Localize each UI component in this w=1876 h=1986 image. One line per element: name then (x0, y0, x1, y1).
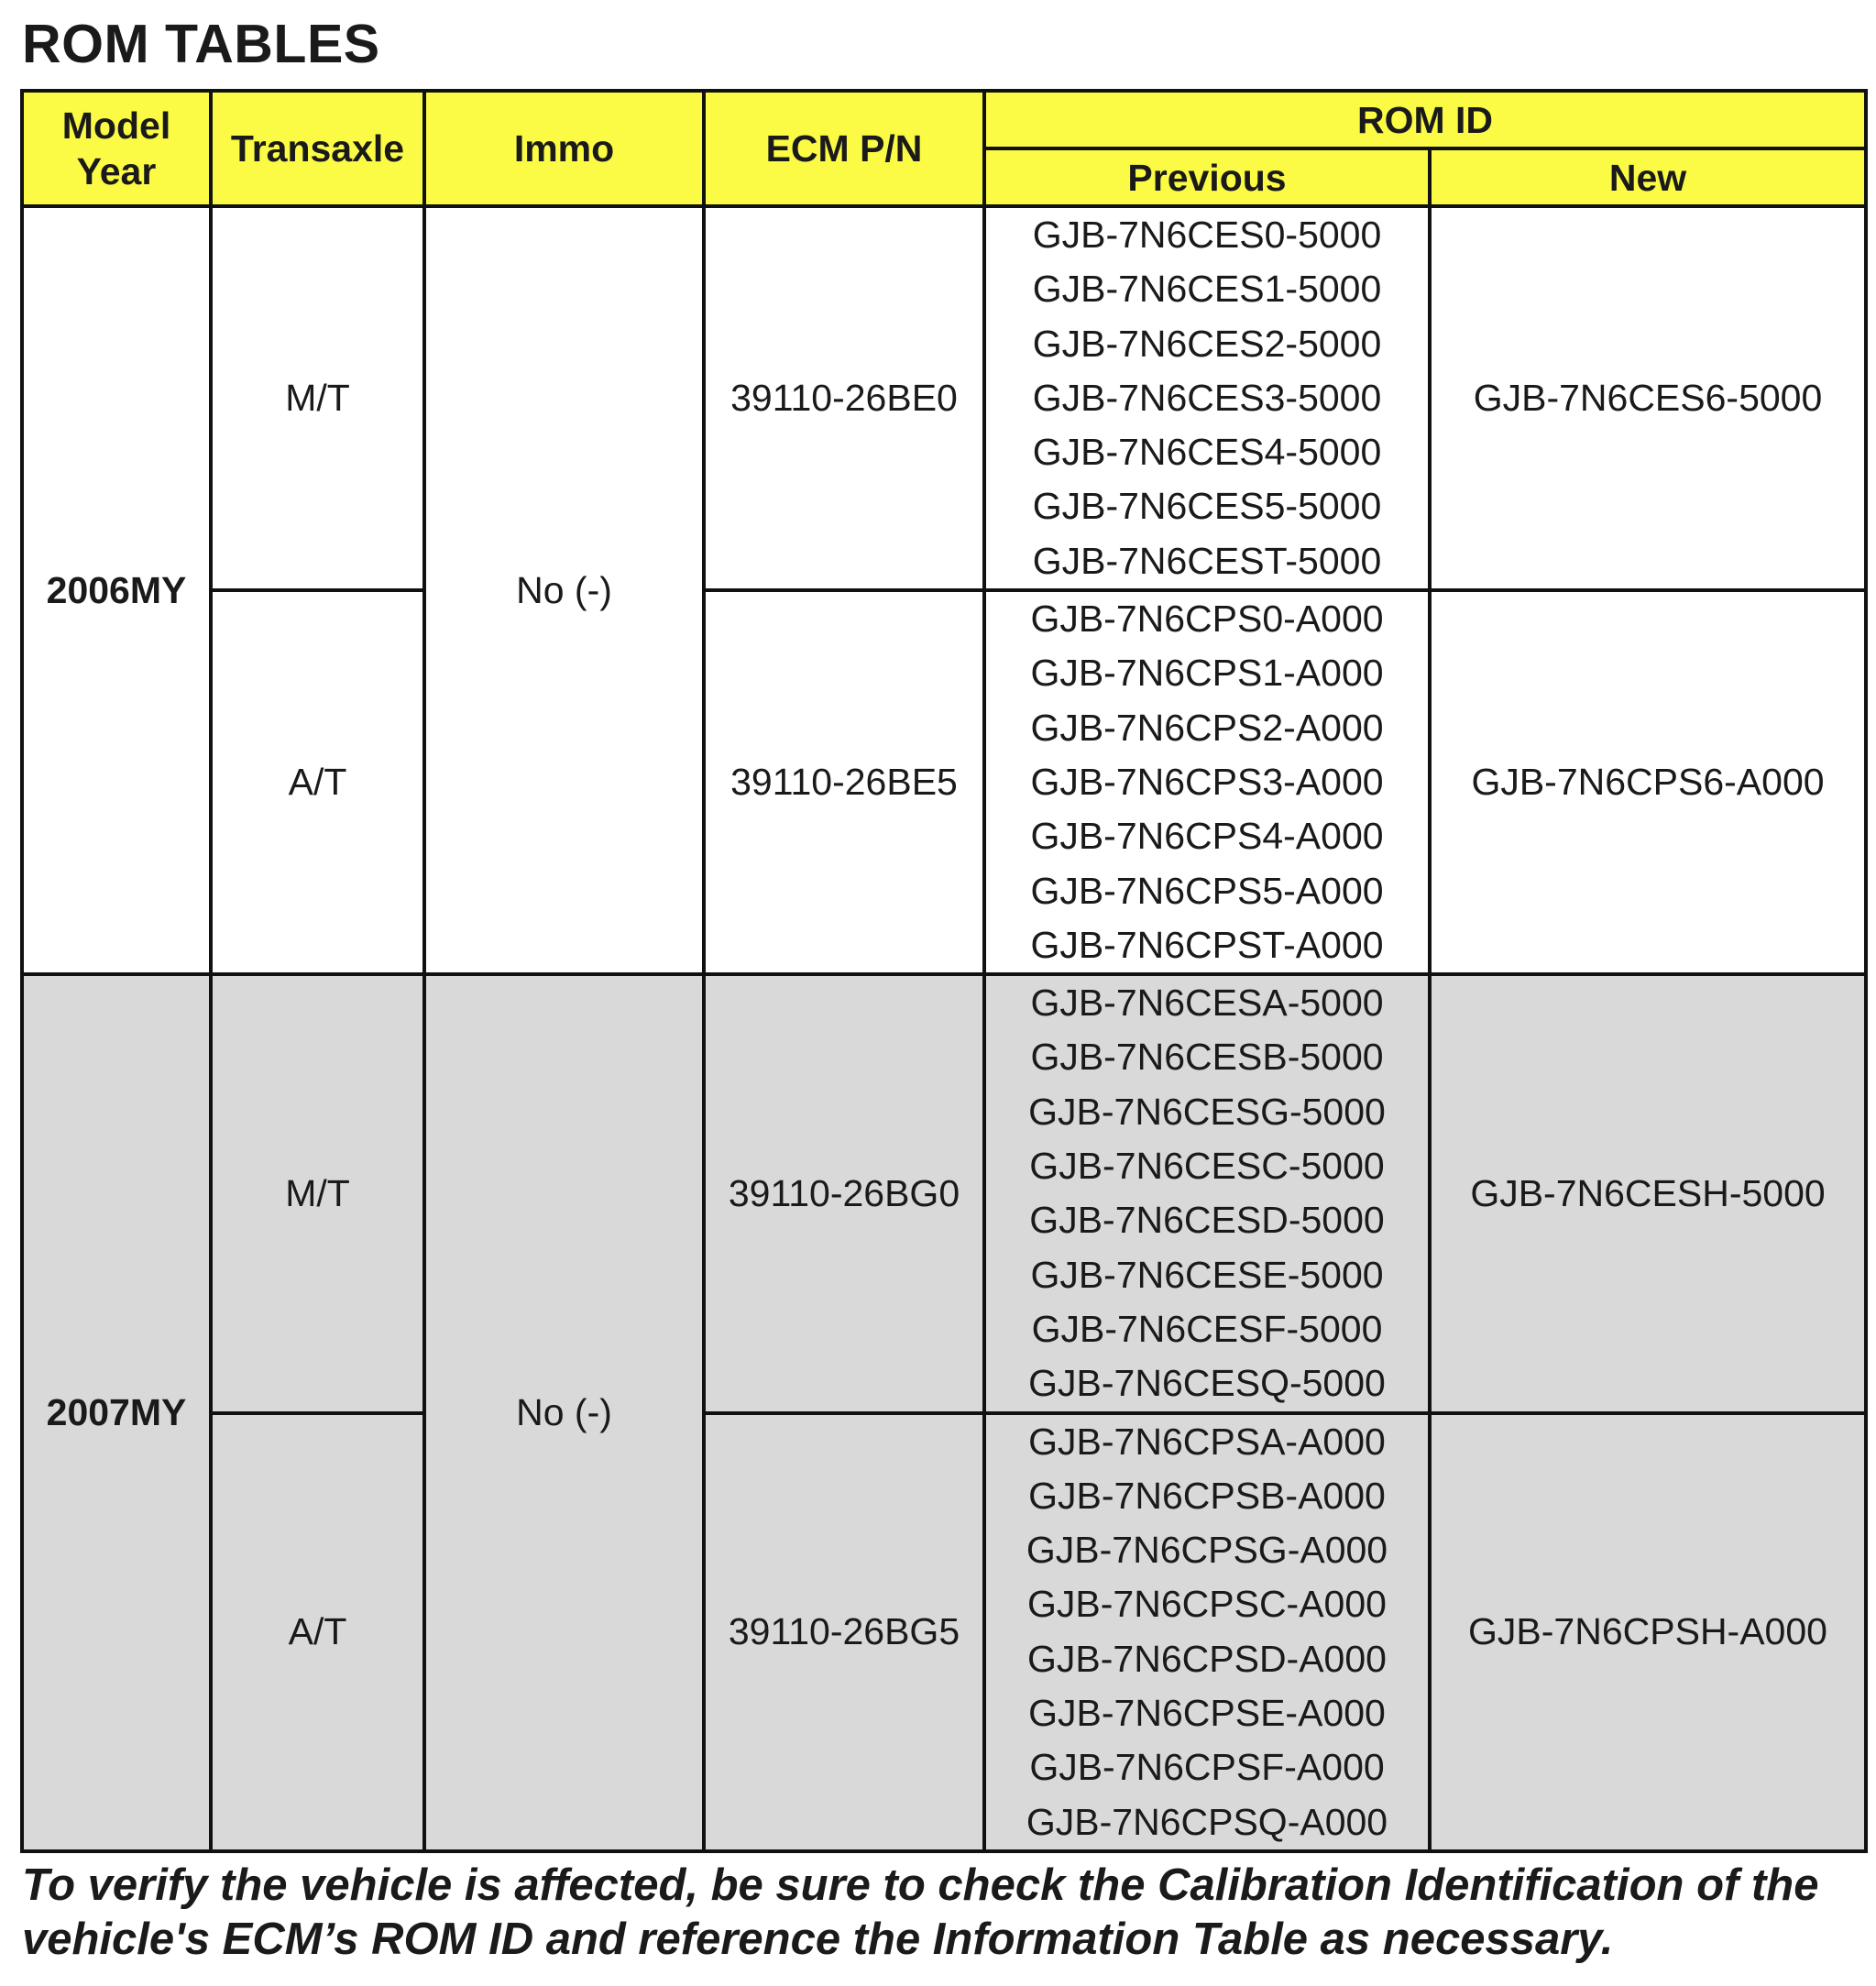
table-row (22, 974, 1866, 1412)
previous-rom-id: GJB-7N6CPST-A000 (1030, 923, 1384, 966)
previous-rom-id: GJB-7N6CESA-5000 (1030, 982, 1384, 1025)
immo-cell: No (-) (424, 974, 704, 1851)
previous-rom-id: GJB-7N6CESE-5000 (1030, 1253, 1384, 1296)
previous-rom-id: GJB-7N6CESG-5000 (1028, 1090, 1386, 1133)
ecm-pn-cell: 39110-26BE0 (704, 206, 984, 590)
previous-rom-id: GJB-7N6CPSC-A000 (1027, 1583, 1387, 1626)
previous-rom-id: GJB-7N6CPS2-A000 (1030, 706, 1384, 749)
previous-rom-id: GJB-7N6CPS3-A000 (1030, 760, 1384, 803)
previous-rom-id: GJB-7N6CPSQ-A000 (1026, 1800, 1388, 1843)
previous-rom-cell (984, 590, 1430, 974)
model-year-cell: 2007MY (22, 974, 211, 1851)
header-rom-id: ROM ID (984, 91, 1866, 148)
previous-rom-cell (984, 974, 1430, 1412)
new-rom-id-cell: GJB-7N6CPSH-A000 (1430, 1413, 1866, 1851)
previous-rom-id: GJB-7N6CPSE-A000 (1028, 1692, 1386, 1735)
previous-rom-id: GJB-7N6CES0-5000 (1032, 214, 1382, 256)
verification-note: To verify the vehicle is affected, be sure to check the Calibration Identification of the vehicle's ECM’s ROM ID and reference the Information Table as necessary. (22, 1860, 1819, 1964)
previous-rom-id: GJB-7N6CES2-5000 (1032, 322, 1382, 365)
previous-rom-id: GJB-7N6CESC-5000 (1029, 1145, 1385, 1188)
transaxle-cell: A/T (211, 590, 424, 974)
table-row (22, 206, 1866, 590)
header-model-year: Model Year (22, 91, 211, 206)
previous-rom-id: GJB-7N6CPS5-A000 (1030, 869, 1384, 912)
previous-rom-cell (984, 206, 1430, 590)
previous-rom-id: GJB-7N6CESB-5000 (1030, 1036, 1384, 1079)
ecm-pn-cell: 39110-26BE5 (704, 590, 984, 974)
previous-rom-id: GJB-7N6CESQ-5000 (1028, 1362, 1386, 1405)
ecm-pn-cell: 39110-26BG0 (704, 974, 984, 1412)
previous-rom-id: GJB-7N6CESD-5000 (1029, 1199, 1385, 1242)
page-title: ROM TABLES (22, 14, 380, 74)
new-rom-id-cell: GJB-7N6CPS6-A000 (1430, 590, 1866, 974)
transaxle-cell: M/T (211, 974, 424, 1412)
header-transaxle: Transaxle (211, 91, 424, 206)
previous-rom-id: GJB-7N6CEST-5000 (1032, 539, 1382, 582)
transaxle-cell: A/T (211, 1413, 424, 1851)
new-rom-id-cell: GJB-7N6CESH-5000 (1430, 974, 1866, 1412)
previous-rom-id: GJB-7N6CPS4-A000 (1030, 815, 1384, 858)
ecm-pn-cell: 39110-26BG5 (704, 1413, 984, 1851)
table-row (22, 1413, 1866, 1851)
previous-rom-id: GJB-7N6CPSG-A000 (1026, 1529, 1388, 1572)
header-immo: Immo (424, 91, 704, 206)
header-previous: Previous (984, 148, 1430, 206)
table-row (22, 590, 1866, 974)
previous-rom-cell (984, 1413, 1430, 1851)
previous-rom-id: GJB-7N6CPSF-A000 (1029, 1746, 1385, 1789)
model-year-cell: 2006MY (22, 206, 211, 974)
rom-table (20, 89, 1868, 1853)
previous-rom-id: GJB-7N6CES5-5000 (1032, 485, 1382, 528)
previous-rom-id: GJB-7N6CES3-5000 (1032, 376, 1382, 419)
header-new: New (1430, 148, 1866, 206)
previous-rom-id: GJB-7N6CPS0-A000 (1030, 598, 1384, 641)
previous-rom-id: GJB-7N6CPSA-A000 (1028, 1420, 1386, 1463)
previous-rom-id: GJB-7N6CES1-5000 (1032, 268, 1382, 311)
previous-rom-id: GJB-7N6CESF-5000 (1031, 1307, 1383, 1350)
header-ecm-pn: ECM P/N (704, 91, 984, 206)
previous-rom-id: GJB-7N6CES4-5000 (1032, 431, 1382, 474)
transaxle-cell: M/T (211, 206, 424, 590)
immo-cell: No (-) (424, 206, 704, 974)
previous-rom-id: GJB-7N6CPS1-A000 (1030, 652, 1384, 695)
previous-rom-id: GJB-7N6CPSB-A000 (1028, 1474, 1386, 1517)
previous-rom-id: GJB-7N6CPSD-A000 (1027, 1637, 1387, 1680)
new-rom-id-cell: GJB-7N6CES6-5000 (1430, 206, 1866, 590)
